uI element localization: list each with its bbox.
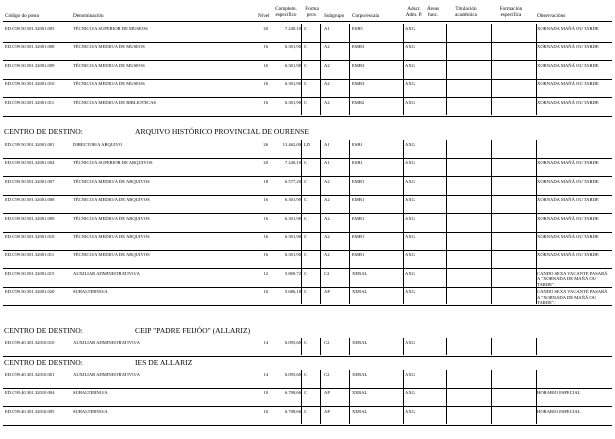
cell-adscr: AXG [405,252,415,258]
cell-code: ED.C99.40.301.32010.004 [5,390,55,396]
column-rule [349,140,350,304]
cell-corpo: ESB5 [352,26,363,31]
column-rule [320,140,321,304]
cell-corpo: EMB1 [352,178,365,184]
cell-code: ED.C99.40.301.32010.005 [5,408,55,414]
column-rule [403,338,404,355]
cell-corpo: EMB1 [352,252,365,258]
cell-comp: 6.301,90 [284,62,301,68]
cell-adscr: AXG [405,390,415,396]
column-rule [301,370,302,424]
row-rule [3,425,612,426]
cell-adscr: AXG [405,44,415,50]
cell-adscr: AXG [405,215,415,221]
cell-fp: C [304,340,308,345]
column-rule [301,338,302,355]
column-rule [301,24,302,115]
column-rule [491,338,492,355]
cell-corpo: EMB1 [352,234,365,239]
cell-sub: A2 [324,44,330,50]
cell-den: TÉCNICO/A MEDIO/A DE ARQUIVOS [73,234,150,239]
cell-comp: 6.301,90 [284,44,301,50]
row-rule [3,287,612,288]
cell-code: ED.C99.50.501.32001.007 [5,178,55,184]
cell-den: AUXILIAR ADMINISTRATIVO/A [73,372,140,377]
cell-niv: 16 [263,44,268,50]
header-codigo: Código do posto [5,13,40,19]
cell-den: TÉCNICO/A MEDIO/A DE MUSEOS [73,62,145,68]
column-rule [320,338,321,355]
row-rule [3,213,612,214]
column-rule [446,140,447,304]
row-rule [3,60,612,61]
row-rule [3,388,612,389]
header-forma-prov: Forma prov. [305,6,319,18]
cell-adscr: AXG [405,234,415,239]
cell-adscr: AXG [405,99,415,105]
cell-adscr: AXG [405,197,415,203]
cell-comp: 13.462,00 [282,142,301,147]
cell-code: ED.C99.50.501.32001.015 [5,270,55,276]
row-rule [3,250,612,251]
column-rule [403,140,404,304]
cell-niv: 16 [263,234,268,239]
cell-niv: 16 [263,62,268,68]
cell-sub: A2 [324,62,330,68]
cell-comp: 5.686,18 [284,289,301,295]
cell-den: AUXILIAR ADMINISTRATIVO/A [73,270,140,276]
cell-obs: XORNADA MAÑÁ OU TARDE [537,178,599,184]
cell-niv: 16 [263,215,268,221]
section-label: CENTRO DE DESTINO: [4,127,83,136]
cell-sub: A1 [324,142,330,147]
cell-sub: AP [324,390,330,396]
cell-fp: C [304,81,308,87]
column-rule [403,24,404,115]
cell-code: ED.C99.50.501.32001.011 [5,252,55,258]
section-heading [4,127,309,136]
cell-adscr: AXG [405,81,415,87]
header-complemento: Complem. específico [275,6,297,18]
cell-sub: AP [324,408,330,414]
cell-den: TÉCNICO/A SUPERIOR DE MUSEOS [73,26,148,31]
cell-sub: A2 [324,234,330,239]
cell-fp: LD [304,142,311,147]
cell-code: ED.C99.40.301.32010.010 [5,340,55,345]
header-denominacion: Denominación [73,13,104,19]
header-rule [3,21,612,22]
cell-sub: A2 [324,178,330,184]
header-nivel: Nivel [258,13,270,19]
cell-obs: XORNADA MAÑÁ OU TARDE [537,26,599,31]
cell-corpo: EMB3 [352,62,365,68]
cell-niv: 20 [263,26,268,31]
cell-comp: 6.301,90 [284,234,301,239]
cell-fp: C [304,44,308,50]
cell-corpo: EMB3 [352,81,365,87]
cell-obs: XORNADA MAÑÁ OU TARDE [537,81,599,87]
cell-fp: C [304,197,308,203]
cell-obs: CANDO SEXA VACANTE PASARÁ A "XORNADA DE MAÑÁ OU TARDE". [537,289,608,305]
cell-corpo: EMB2 [352,99,365,105]
cell-corpo: ESB1 [352,142,363,147]
column-rule [536,370,537,424]
column-rule [301,140,302,304]
row-rule [3,232,612,233]
cell-fp: C [304,234,308,239]
cell-sub: AP [324,289,330,295]
cell-niv: 18 [263,178,268,184]
cell-den: TÉCNICO/A MEDIO/A DE BIBLIOTECAS [73,99,157,105]
cell-niv: 14 [263,340,268,345]
row-rule [3,158,612,159]
section-heading [4,326,251,335]
cell-niv: 14 [263,372,268,377]
cell-code: ED.C99.50.501.32001.009 [5,215,55,221]
cell-niv: 20 [263,160,268,166]
cell-den: SUBALTERNO/A [73,289,108,295]
column-rule [536,140,537,304]
cell-den: TÉCNICO/A MEDIO/A DE MUSEOS [73,81,145,87]
cell-code: ED.C99.50.501.32001.010 [5,234,55,239]
cell-comp: 6.301,90 [284,215,301,221]
cell-fp: C [304,408,308,414]
cell-adscr: AXG [405,408,415,414]
column-rule [536,338,537,355]
cell-comp: 6.301,90 [284,81,301,87]
cell-code: ED.C99.50.501.32001.005 [5,26,55,31]
cell-comp: 6.301,90 [284,252,301,258]
cell-niv: 16 [263,81,268,87]
cell-obs: HORARIO ESPECIAL [537,408,581,414]
cell-comp: 6.577,20 [284,178,301,184]
column-rule [320,24,321,115]
cell-fp: C [304,99,308,105]
cell-niv: 16 [263,99,268,105]
cell-fp: C [304,178,308,184]
cell-den: TÉCNICO/A MEDIO/A DE MUSEOS [73,44,145,50]
cell-niv: 10 [263,289,268,295]
cell-niv: 16 [263,197,268,203]
cell-adscr: AXG [405,178,415,184]
cell-code: ED.C99.50.501.32001.011 [5,99,55,105]
cell-obs: XORNADA MAÑÁ OU TARDE [537,99,599,105]
cell-niv: 10 [263,390,268,396]
cell-niv: 10 [263,408,268,414]
center-name: ARQUIVO HISTÓRICO PROVINCIAL DE OURENSE [135,127,309,136]
center-name: IES DE ALLARIZ [135,358,193,367]
section-heading [4,358,193,367]
cell-sub: C2 [324,270,330,276]
cell-obs: CANDO SEXA VACANTE PASARÁ A "XORNADA DE MAÑÁ OU TARDE". [537,270,608,287]
cell-comp: 6.708,66 [284,408,301,414]
header-areas: Áreas func. [426,6,440,18]
cell-code: ED.C99.50.501.32001.008 [5,44,55,50]
column-rule [349,24,350,115]
cell-corpo: XERAL [352,390,368,396]
cell-adscr: AXG [405,142,415,147]
cell-sub: A2 [324,215,330,221]
cell-obs: XORNADA MAÑÁ OU TARDE [537,160,599,166]
header-observacions: Observacións [537,13,566,19]
cell-den: TÉCNICO/A MEDIO/A DE ARQUIVOS [73,197,150,203]
cell-den: TÉCNICO/A MEDIO/A DE ARQUIVOS [73,215,150,221]
cell-sub: A2 [324,252,330,258]
cell-fp: C [304,160,308,166]
column-rule [403,370,404,424]
column-rule [349,370,350,424]
section-label: CENTRO DE DESTINO: [4,358,83,367]
cell-niv: 16 [263,252,268,258]
cell-obs: XORNADA MAÑÁ OU TARDE [537,197,599,203]
column-rule [536,24,537,115]
header-formacion: Formación específica [499,6,523,18]
column-rule [446,24,447,115]
cell-code: ED.C99.50.501.32001.008 [5,197,55,203]
row-rule [3,356,612,357]
cell-comp: 7.240,10 [284,160,301,166]
cell-den: TÉCNICO/A SUPERIOR DE ARQUIVOS [73,160,153,166]
cell-corpo: EMB1 [352,197,365,203]
column-rule [349,338,350,355]
cell-fp: C [304,270,308,276]
cell-adscr: AXG [405,62,415,68]
cell-adscr: AXG [405,289,415,295]
cell-corpo: XERAL [352,270,368,276]
row-rule [3,79,612,80]
cell-den: TÉCNICO/A MEDIO/A DE ARQUIVOS [73,252,150,258]
cell-code: ED.C99.50.501.32001.010 [5,81,55,87]
cell-code: ED.C99.40.301.32010.001 [5,372,55,377]
cell-den: SUBALTERNO/A [73,408,108,414]
cell-den: SUBALTERNO/A [73,390,108,396]
cell-den: DIRECTOR/A ARQUIVO [73,142,123,147]
header-titulacion: Titulación académica [455,6,477,18]
row-rule [3,406,612,407]
row-rule [3,97,612,98]
column-rule [446,370,447,424]
cell-fp: C [304,252,308,258]
cell-comp: 6.095,60 [284,372,301,377]
cell-corpo: XERAL [352,372,368,377]
row-rule [3,116,612,117]
cell-obs: XORNADA MAÑÁ OU TARDE [537,44,599,50]
cell-corpo: XERAL [352,289,368,295]
cell-comp: 6.708,66 [284,390,301,396]
cell-fp: C [304,62,308,68]
cell-comp: 6.301,90 [284,197,301,203]
cell-comp: 5.869,72 [284,270,301,276]
cell-obs: XORNADA MAÑÁ OU TARDE [537,215,599,221]
row-rule [3,268,612,269]
cell-fp: C [304,372,308,377]
column-rule [320,370,321,424]
cell-adscr: AXG [405,270,415,276]
cell-den: TÉCNICO/A MEDIO/A DE ARQUIVOS [73,178,150,184]
header-adscr: Adscr. Adm. P. [405,6,423,18]
cell-obs: XORNADA MAÑÁ OU TARDE [537,62,599,68]
cell-code: ED.C99.50.501.32001.020 [5,289,55,295]
cell-adscr: AXG [405,160,415,166]
cell-fp: C [304,26,308,31]
row-rule [3,176,612,177]
header-corpo-escala: Corpo/escala [352,13,380,19]
cell-sub: A2 [324,81,330,87]
column-rule [491,370,492,424]
cell-comp: 6.095,60 [284,340,301,345]
column-rule [491,24,492,115]
cell-fp: C [304,390,308,396]
cell-corpo: EMB3 [352,44,365,50]
row-rule [3,305,612,306]
cell-sub: A2 [324,99,330,105]
cell-code: ED.C99.50.501.32001.009 [5,62,55,68]
row-rule [3,195,612,196]
cell-sub: A2 [324,197,330,203]
cell-corpo: XERAL [352,408,368,414]
cell-adscr: AXG [405,340,415,345]
column-rule [491,140,492,304]
header-subgrupo: Subgrupo [324,13,345,19]
cell-obs: XORNADA MAÑÁ OU TARDE [537,234,599,239]
cell-adscr: AXG [405,26,415,31]
cell-fp: C [304,289,308,295]
cell-corpo: ESB1 [352,160,363,166]
cell-sub: C2 [324,340,330,345]
cell-obs: XORNADA MAÑÁ OU TARDE [537,252,599,258]
cell-obs: HORARIO ESPECIAL [537,390,581,396]
cell-corpo: XERAL [352,340,368,345]
cell-corpo: EMB1 [352,215,365,221]
cell-sub: A1 [324,160,330,166]
row-rule [3,42,612,43]
cell-code: ED.C99.50.501.32001.001 [5,142,55,147]
cell-adscr: AXG [405,372,415,377]
cell-niv: 26 [263,142,268,147]
cell-niv: 12 [263,270,268,276]
cell-sub: A1 [324,26,330,31]
cell-fp: C [304,215,308,221]
section-label: CENTRO DE DESTINO: [4,326,83,335]
center-name: CEIP "PADRE FEIJÓO" (ALLARIZ) [135,326,251,335]
cell-sub: C2 [324,372,330,377]
cell-comp: 6.301,90 [284,99,301,105]
column-rule [446,338,447,355]
cell-comp: 7.240,10 [284,26,301,31]
cell-code: ED.C99.50.501.32001.004 [5,160,55,166]
cell-den: AUXILIAR ADMINISTRATIVO/A [73,340,140,345]
